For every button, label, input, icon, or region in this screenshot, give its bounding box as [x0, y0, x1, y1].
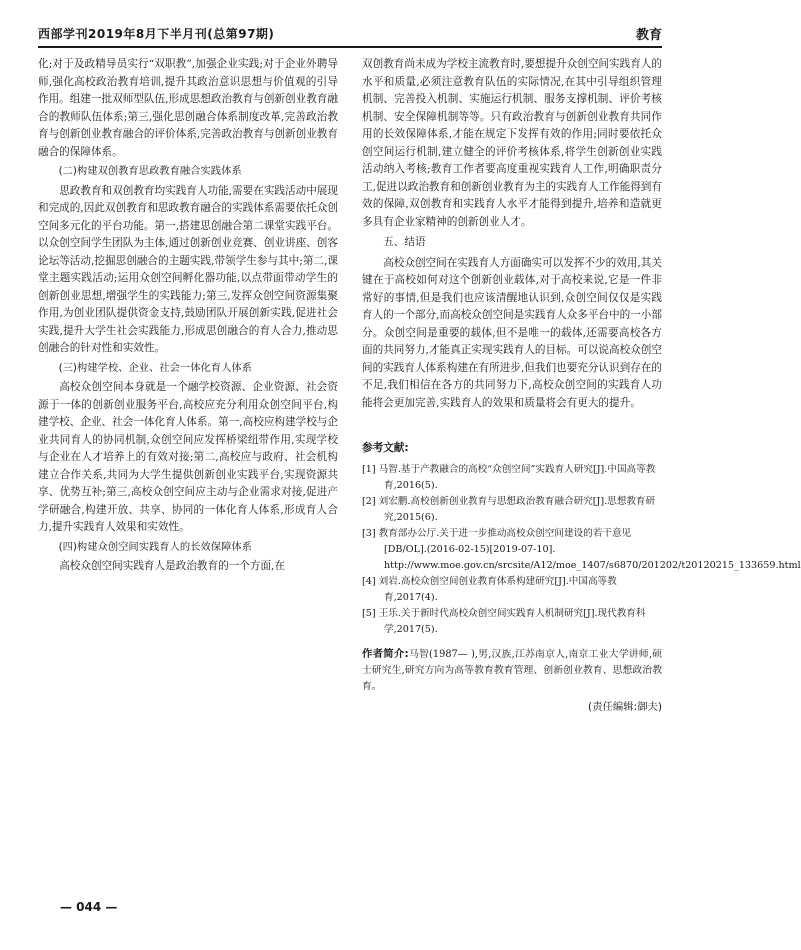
- reference-item: [5] 王乐.关于新时代高校众创空间实践育人机制研究[J].现代教育科学,2017(5).: [362, 607, 646, 635]
- subheading: (二)构建双创教育思政教育融合实践体系: [58, 165, 242, 177]
- page-number: — 044 —: [60, 900, 118, 914]
- reference-item: [2] 刘宏鹏.高校创新创业教育与思想政治教育融合研究[J].思想教育研究,2015(6).: [362, 495, 656, 523]
- body-paragraph: 思政教育和双创教育均实践育人功能,需要在实践活动中展现和完成的,因此双创教育和思政教育融合的实践体系需要依托众创空间多元化的平台功能。第一,搭建思创融合第二课堂实践平台。以众创空间学生团队为主体,通过创新创业竞赛、创业讲座、创客论坛等活动,挖掘思创融合的主题实践,带领学生参与其中;第二,课堂主题实践活动;运用众创空间孵化器功能,以点带面带动学生的创新创业思想,增强学生的实践能力;第三,发挥众创空间资源集聚作用,为创业团队提供资金支持,鼓励团队开展创新实践,促进社会实践,提升大学生社会实践能力,形成思创融合的育人合力,推动思创融合的针对性和实效性。: [38, 184, 338, 354]
- editor-credit: (责任编辑:御夫): [588, 700, 662, 713]
- references-title: 参考文献:: [362, 442, 409, 454]
- author-bio: [362, 646, 662, 695]
- section-label: 教育: [635, 28, 662, 43]
- author-label: 作者简介:: [362, 647, 409, 660]
- body-paragraph: 高校众创空间本身就是一个融学校资源、企业资源、社会资源于一体的创新创业服务平台,高校应充分利用众创空间平台,构建学校、企业、社会一体化育人体系。第一,高校应构建学校与企业共同育人的协同机制,众创空间应发挥桥梁纽带作用,实现学校与企业在人才培养上的有效对接;第二,高校应与政府、社会机构建立合作关系,共同为大学生提供创新创业实践平台,实现资源共享、优势互补;第三,高校众创空间应主动与企业需求对接,促进产学研融合,构建开放、共享、协同的一体化育人体系,形成育人合力,提升实践育人效果和实效性。: [38, 381, 338, 533]
- reference-item: [4] 刘岩.高校众创空间创业教育体系构建研究[J].中国高等教育,2017(4).: [362, 575, 617, 603]
- subheading: (三)构建学校、企业、社会一体化育人体系: [58, 361, 252, 374]
- author-text: 马智(1987— ),男,汉族,江苏南京人,南京工业大学讲师,硕士研究生,研究方向为高等教育教育管理、创新创业教育、思想政治教育。: [362, 648, 663, 692]
- section-heading: 五、结语: [383, 236, 426, 248]
- subheading: (四)构建众创空间实践育人的长效保障体系: [58, 540, 252, 553]
- left-column: [38, 56, 338, 576]
- reference-item: [3] 教育部办公厅.关于进一步推动高校众创空间建设的若干意见[DB/OL].(2016-02-15)[2019-07-10]. http://www.moe.gov.cn/srcsite/A12/moe_1407/s6870/201202/t20120215_133659.html: [362, 527, 801, 571]
- reference-list: [362, 462, 801, 638]
- journal-title: 西部学刊2019年8月下半月刊(总第97期): [38, 27, 275, 41]
- body-paragraph: 化;对于及政精导员实行“双职教”,加强企业实践;对于企业外聘导师,强化高校政治教育培训,提升其政治意识思想与价值观的引导作用。组建一批双师型队伍,形成思想政治教育与创新创业教育融合的教师队伍体系;第三,强化思创融合体系制度改革,完善政治教育与创新创业教育融合的评价体系,完善政治教育与创新创业教育融合的保障体系。: [38, 58, 338, 158]
- reference-item: [1] 马智.基于产教融合的高校“众创空间”实践育人研究[J].中国高等教育,2016(5).: [362, 463, 656, 491]
- page-header: [38, 22, 662, 48]
- body-paragraph: 双创教育尚未成为学校主流教育时,要想提升众创空间实践育人的水平和质量,必须注意教育队伍的实际情况,在其中引导组织管理机制、完善投入机制、实施运行机制、服务支撑机制、评价考核机制、安全保障机制等等。只有政治教育与创新创业教育共同作用的长效保障体系,才能在规定下发挥有效的作用;同时要依托众创空间运行机制,建立健全的评价考核体系,将学生创新创业实践活动纳入考核;教育工作者要高度重视实践育人工作,明确职责分工,促进以政治教育和创新创业教育为主的实践育人工作能得到有效的保障,双创教育和实践育人水平才能得到提升,培养和造就更多具有企业家精神的创新创业人才。: [362, 58, 662, 228]
- body-paragraph: 高校众创空间在实践育人方面确实可以发挥不少的效用,其关键在于高校如何对这个创新创业载体,对于高校来说,它是一件非常好的事情,但是我们也应该清醒地认识到,众创空间仅仅是实践育人的一个部分,而高校众创空间是实践育人众多平台中的一小部分。众创空间是重要的载体,但不是唯一的载体,还需要高校各方面的共同努力,才能真正实现实践育人的目标。可以说高校众创空间的实践育人体系构建在有所进步,但我们也要充分认识到存在的不足,我们相信在各方的共同努力下,高校众创空间的实践育人功能将会更加完善,实践育人的效果和质量将会有更大的提升。: [362, 256, 662, 409]
- right-column: [362, 56, 801, 716]
- body-paragraph: 高校众创空间实践育人是政治教育的一个方面,在: [59, 560, 286, 572]
